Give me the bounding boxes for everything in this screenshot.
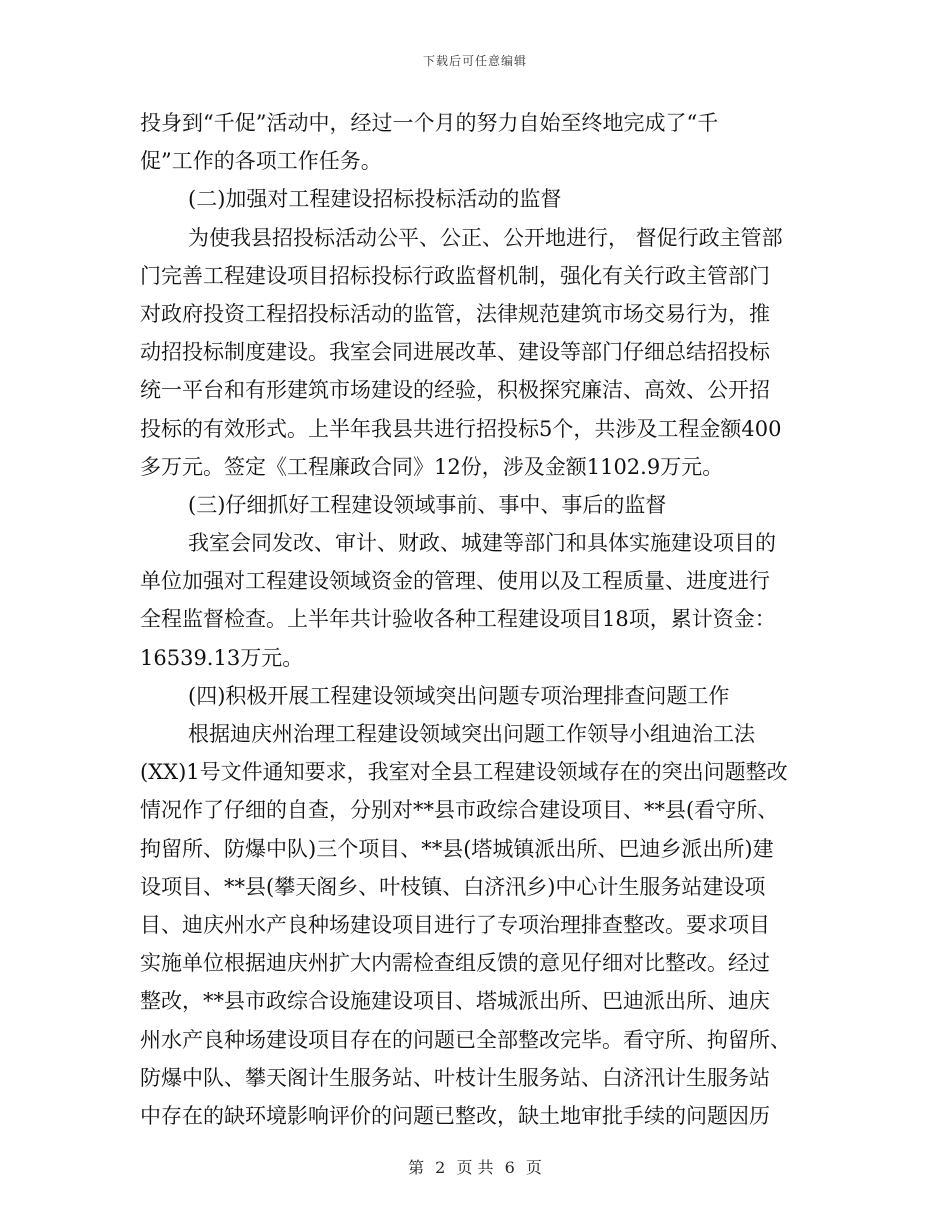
- text-line: 动招投标制度建设。我室会同进展改革、建设等部门仔细总结招投标: [140, 340, 770, 365]
- footer-total-pages: 6: [504, 1158, 515, 1177]
- text-line: 设项目、**县(攀天阁乡、叶枝镇、白济汛乡)中心计生服务站建设项: [140, 874, 766, 899]
- text-line: 中存在的缺环境影响评价的问题已整改，缺土地审批手续的问题因历: [140, 1103, 770, 1128]
- text-line: 州水产良种场建设项目存在的问题已全部整改完毕。看守所、拘留所、: [140, 1027, 791, 1052]
- footer-prefix: 第: [408, 1158, 425, 1177]
- page-header-note: 下载后可任意编辑: [422, 54, 527, 68]
- text-line: 实施单位根据迪庆州扩大内需检查组反馈的意见仔细对比整改。经过: [140, 951, 770, 976]
- text-line: 防爆中队、攀天阁计生服务站、叶枝计生服务站、白济汛计生服务站: [140, 1065, 770, 1090]
- footer-current-page: 2: [435, 1158, 446, 1177]
- text-line: 全程监督检查。上半年共计验收各种工程建设项目18项，累计资金：: [140, 607, 776, 632]
- page-footer: [0, 1155, 950, 1178]
- text-line: (三)仔细抓好工程建设领域事前、事中、事后的监督: [188, 492, 667, 517]
- footer-middle: 页 共: [456, 1158, 494, 1177]
- text-line: (XX)1号文件通知要求，我室对全县工程建设领域存在的突出问题整改: [140, 760, 788, 785]
- text-line: (四)积极开展工程建设领域突出问题专项治理排查问题工作: [188, 683, 730, 708]
- text-line: 目、迪庆州水产良种场建设项目进行了专项治理排查整改。要求项目: [140, 912, 770, 937]
- text-line: 门完善工程建设项目招标投标行政监督机制，强化有关行政主管部门: [140, 263, 770, 288]
- text-line: 单位加强对工程建设领域资金的管理、使用以及工程质量、进度进行: [140, 569, 770, 594]
- text-line: 投身到“千促”活动中，经过一个月的努力自始至终地完成了“千: [140, 111, 719, 135]
- text-line: 整改，**县市政综合设施建设项目、塔城派出所、巴迪派出所、迪庆: [140, 989, 770, 1014]
- text-line: (二)加强对工程建设招标投标活动的监督: [188, 187, 562, 212]
- document-body: [140, 104, 830, 1135]
- text-line: 统一平台和有形建筑市场建设的经验，积极探究廉洁、高效、公开招: [140, 378, 770, 403]
- text-line: 根据迪庆州治理工程建设领域突出问题工作领导小组迪治工法: [188, 722, 755, 746]
- text-line: 投标的有效形式。上半年我县共进行招投标5个，共涉及工程金额400: [140, 416, 782, 441]
- text-line: 情况作了仔细的自查，分别对**县市政综合建设项目、**县(看守所、: [140, 798, 779, 823]
- text-line: 为使我县招投标活动公平、公正、公开地进行， 督促行政主管部: [188, 225, 783, 250]
- footer-suffix: 页: [525, 1158, 542, 1177]
- text-line: 促”工作的各项工作任务。: [140, 149, 382, 174]
- text-line: 拘留所、防爆中队)三个项目、**县(塔城镇派出所、巴迪乡派出所)建: [140, 836, 774, 861]
- text-line: 对政府投资工程招投标活动的监管，法律规范建筑市场交易行为，推: [140, 301, 770, 326]
- text-line: 多万元。签定《工程廉政合同》12份，涉及金额1102.9万元。: [140, 454, 724, 479]
- text-line: 我室会同发改、审计、财政、城建等部门和具体实施建设项目的: [188, 531, 776, 556]
- text-line: 16539.13万元。: [140, 645, 304, 670]
